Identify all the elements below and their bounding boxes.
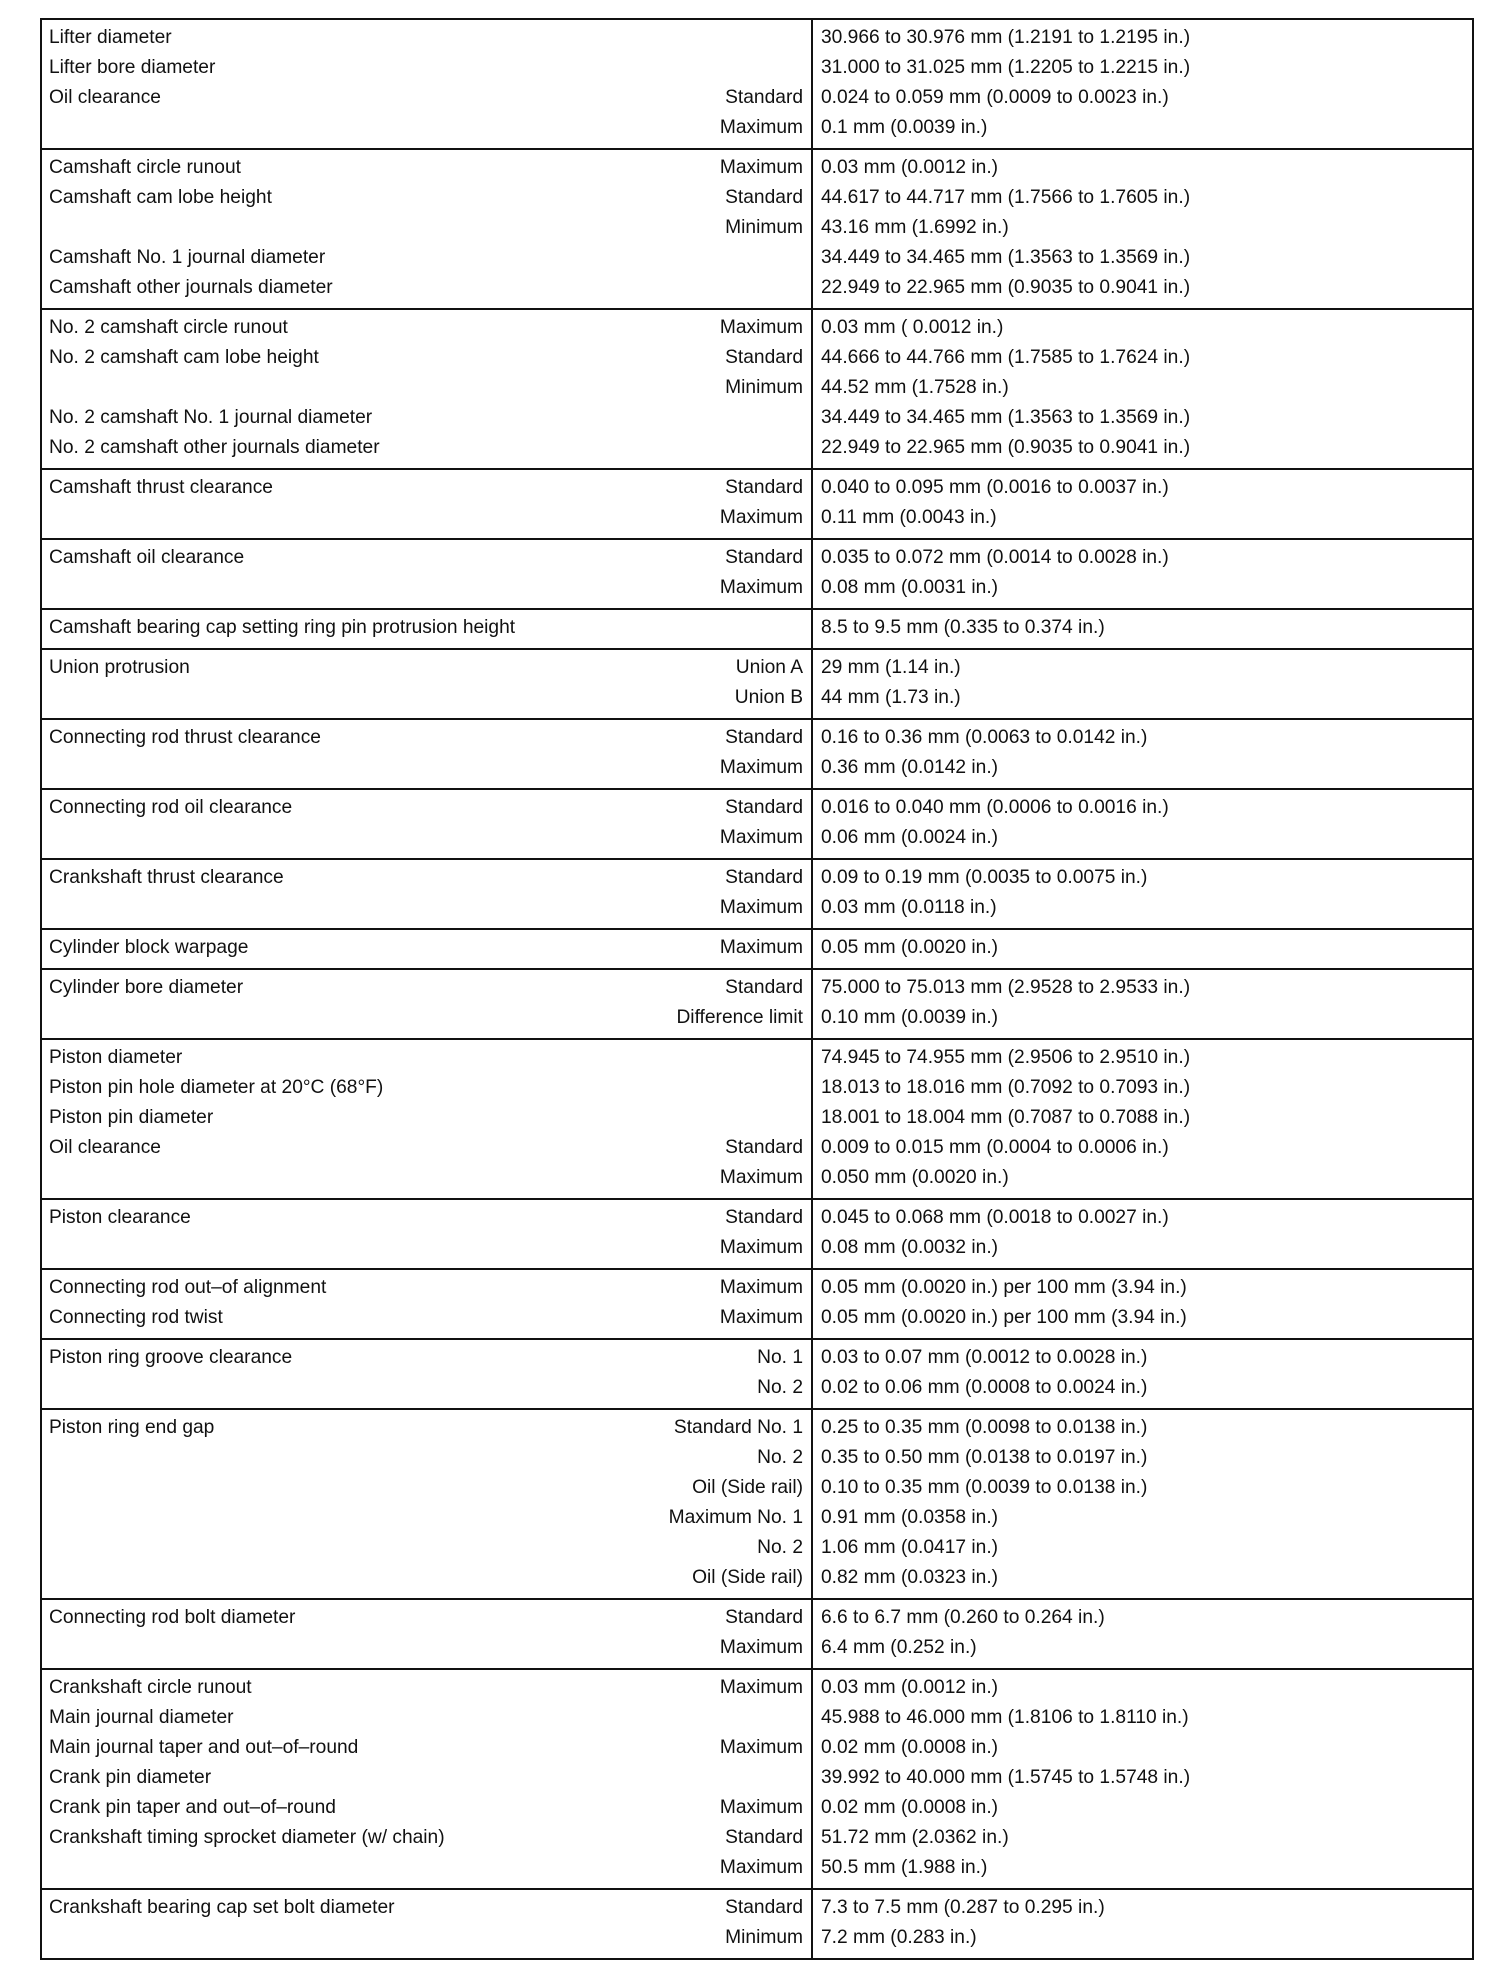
spec-item-label: Piston ring end gap — [49, 1417, 215, 1438]
spec-item-line — [49, 1043, 803, 1073]
spec-group — [42, 788, 1472, 858]
spec-value: 29 mm (1.14 in.) — [821, 657, 961, 678]
spec-item-label: Crank pin diameter — [49, 1767, 212, 1788]
spec-item-label — [49, 1003, 666, 1033]
spec-item-line — [49, 1303, 803, 1333]
spec-item-label: Lifter diameter — [49, 27, 172, 48]
spec-item-label — [49, 1473, 682, 1503]
spec-condition: Maximum — [719, 827, 803, 848]
spec-condition: Standard — [725, 797, 803, 818]
spec-value: 44.52 mm (1.7528 in.) — [821, 377, 1009, 398]
spec-item-column — [42, 1890, 813, 1958]
spec-item-label: Union protrusion — [49, 657, 190, 678]
spec-condition: Standard — [725, 1137, 803, 1158]
spec-condition: Union B — [734, 687, 803, 708]
spec-item-label: Camshaft bearing cap setting ring pin protrusion height — [49, 617, 516, 638]
spec-item-line — [49, 273, 803, 303]
spec-item-label: No. 2 camshaft other journals diameter — [49, 437, 380, 458]
spec-value: 0.03 mm (0.0012 in.) — [821, 157, 999, 178]
spec-item-line — [49, 53, 803, 83]
spec-item-line — [49, 1133, 803, 1163]
spec-value: 0.05 mm (0.0020 in.) — [821, 937, 999, 958]
spec-value: 8.5 to 9.5 mm (0.335 to 0.374 in.) — [821, 617, 1105, 638]
spec-value: 0.03 mm ( 0.0012 in.) — [821, 317, 1004, 338]
spec-condition: Maximum No. 1 — [668, 1507, 803, 1528]
spec-value: 7.2 mm (0.283 in.) — [821, 1927, 977, 1948]
spec-value: 0.050 mm (0.0020 in.) — [821, 1167, 1009, 1188]
spec-item-column — [42, 790, 813, 858]
spec-item-line — [49, 933, 803, 963]
spec-value: 0.08 mm (0.0031 in.) — [821, 577, 999, 598]
spec-condition — [793, 1073, 803, 1103]
spec-item-label — [49, 1563, 682, 1593]
spec-item-column — [42, 470, 813, 538]
spec-value-column — [813, 610, 1472, 648]
spec-item-label: Crank pin taper and out–of–round — [49, 1797, 336, 1818]
spec-condition: Standard — [725, 87, 803, 108]
spec-condition: Difference limit — [676, 1007, 803, 1028]
spec-item-label: No. 2 camshaft cam lobe height — [49, 347, 319, 368]
spec-value: 0.35 to 0.50 mm (0.0138 to 0.0197 in.) — [821, 1447, 1148, 1468]
spec-item-line — [49, 1233, 803, 1263]
spec-group — [42, 538, 1472, 608]
spec-item-line — [49, 1163, 803, 1193]
spec-item-label — [49, 1923, 715, 1953]
spec-value-column — [813, 1340, 1472, 1408]
spec-item-line — [49, 1003, 803, 1033]
spec-item-column — [42, 1200, 813, 1268]
spec-item-line — [49, 1103, 803, 1133]
spec-item-column — [42, 970, 813, 1038]
spec-group — [42, 1668, 1472, 1888]
spec-item-label — [49, 1443, 747, 1473]
spec-value-column — [813, 860, 1472, 928]
spec-value: 0.03 mm (0.0118 in.) — [821, 897, 997, 918]
spec-item-line — [49, 1203, 803, 1233]
spec-item-line — [49, 793, 803, 823]
spec-condition: Standard — [725, 347, 803, 368]
spec-item-label: Camshaft other journals diameter — [49, 277, 333, 298]
spec-item-line — [49, 213, 803, 243]
spec-value: 51.72 mm (2.0362 in.) — [821, 1827, 1009, 1848]
spec-condition — [793, 273, 803, 303]
spec-item-label: Connecting rod out–of alignment — [49, 1277, 327, 1298]
spec-condition — [793, 433, 803, 463]
spec-value: 7.3 to 7.5 mm (0.287 to 0.295 in.) — [821, 1897, 1105, 1918]
spec-condition: Standard — [725, 477, 803, 498]
spec-condition: Maximum — [719, 1237, 803, 1258]
spec-item-line — [49, 1893, 803, 1923]
spec-group — [42, 928, 1472, 968]
spec-item-column — [42, 540, 813, 608]
spec-value: 0.16 to 0.36 mm (0.0063 to 0.0142 in.) — [821, 727, 1148, 748]
spec-condition — [793, 243, 803, 273]
spec-value: 0.1 mm (0.0039 in.) — [821, 117, 988, 138]
spec-value: 0.045 to 0.068 mm (0.0018 to 0.0027 in.) — [821, 1207, 1169, 1228]
spec-condition: Standard — [725, 727, 803, 748]
spec-value-column — [813, 790, 1472, 858]
spec-item-column — [42, 930, 813, 968]
spec-condition: Standard — [725, 1897, 803, 1918]
spec-value: 50.5 mm (1.988 in.) — [821, 1857, 988, 1878]
spec-item-column — [42, 1270, 813, 1338]
spec-condition: Maximum — [719, 1307, 803, 1328]
spec-item-line — [49, 573, 803, 603]
spec-value-column — [813, 930, 1472, 968]
spec-item-line — [49, 1413, 803, 1443]
spec-condition: Maximum — [719, 1797, 803, 1818]
spec-value: 44.617 to 44.717 mm (1.7566 to 1.7605 in.) — [821, 187, 1191, 208]
spec-condition: Standard No. 1 — [673, 1417, 803, 1438]
spec-condition: Standard — [725, 1827, 803, 1848]
spec-item-label: Piston clearance — [49, 1207, 191, 1228]
spec-value: 0.009 to 0.015 mm (0.0004 to 0.0006 in.) — [821, 1137, 1169, 1158]
spec-item-line — [49, 1703, 803, 1733]
spec-item-column — [42, 20, 813, 148]
spec-item-label — [49, 753, 710, 783]
spec-condition: No. 1 — [757, 1347, 803, 1368]
spec-item-line — [49, 543, 803, 573]
spec-condition — [793, 613, 803, 643]
spec-condition — [793, 1043, 803, 1073]
spec-item-label: Connecting rod twist — [49, 1307, 223, 1328]
spec-item-label — [49, 1533, 747, 1563]
spec-item-label — [49, 373, 715, 403]
spec-item-line — [49, 893, 803, 923]
spec-condition: No. 2 — [757, 1447, 803, 1468]
spec-group — [42, 1338, 1472, 1408]
spec-group — [42, 968, 1472, 1038]
spec-value: 0.02 mm (0.0008 in.) — [821, 1797, 999, 1818]
spec-item-line — [49, 1673, 803, 1703]
spec-value: 39.992 to 40.000 mm (1.5745 to 1.5748 in.) — [821, 1767, 1191, 1788]
spec-item-label: Piston pin hole diameter at 20°C (68°F) — [49, 1077, 384, 1098]
spec-value: 0.10 mm (0.0039 in.) — [821, 1007, 999, 1028]
spec-value: 0.03 to 0.07 mm (0.0012 to 0.0028 in.) — [821, 1347, 1148, 1368]
spec-item-column — [42, 1040, 813, 1198]
spec-item-line — [49, 183, 803, 213]
spec-item-line — [49, 1823, 803, 1853]
spec-item-line — [49, 313, 803, 343]
spec-value: 0.02 to 0.06 mm (0.0008 to 0.0024 in.) — [821, 1377, 1148, 1398]
spec-value: 0.91 mm (0.0358 in.) — [821, 1507, 999, 1528]
spec-item-column — [42, 1670, 813, 1888]
spec-condition: Maximum — [719, 1277, 803, 1298]
spec-item-label — [49, 573, 710, 603]
spec-condition: Standard — [725, 867, 803, 888]
spec-value: 0.024 to 0.059 mm (0.0009 to 0.0023 in.) — [821, 87, 1169, 108]
spec-item-label: Cylinder bore diameter — [49, 977, 244, 998]
spec-item-line — [49, 973, 803, 1003]
spec-item-line — [49, 753, 803, 783]
spec-item-column — [42, 720, 813, 788]
spec-item-label — [49, 1503, 659, 1533]
spec-value: 0.03 mm (0.0012 in.) — [821, 1677, 999, 1698]
spec-value: 22.949 to 22.965 mm (0.9035 to 0.9041 in.) — [821, 437, 1191, 458]
spec-group — [42, 148, 1472, 308]
spec-value: 34.449 to 34.465 mm (1.3563 to 1.3569 in.) — [821, 247, 1191, 268]
spec-item-label: No. 2 camshaft circle runout — [49, 317, 288, 338]
spec-value: 0.016 to 0.040 mm (0.0006 to 0.0016 in.) — [821, 797, 1169, 818]
spec-item-line — [49, 1343, 803, 1373]
spec-item-line — [49, 113, 803, 143]
spec-item-label — [49, 893, 710, 923]
spec-value: 31.000 to 31.025 mm (1.2205 to 1.2215 in.) — [821, 57, 1191, 78]
spec-item-line — [49, 1503, 803, 1533]
spec-item-line — [49, 1793, 803, 1823]
spec-condition: Maximum — [719, 117, 803, 138]
spec-item-line — [49, 343, 803, 373]
spec-item-line — [49, 1443, 803, 1473]
spec-condition: Maximum — [719, 937, 803, 958]
spec-item-label: Connecting rod thrust clearance — [49, 727, 321, 748]
spec-condition: Oil (Side rail) — [692, 1477, 803, 1498]
spec-value-column — [813, 1200, 1472, 1268]
spec-group — [42, 468, 1472, 538]
spec-item-label — [49, 823, 710, 853]
spec-condition: Maximum — [719, 1737, 803, 1758]
spec-condition: Maximum — [719, 577, 803, 598]
spec-item-label: Connecting rod bolt diameter — [49, 1607, 296, 1628]
spec-condition: Maximum — [719, 1857, 803, 1878]
spec-value: 34.449 to 34.465 mm (1.3563 to 1.3569 in.) — [821, 407, 1191, 428]
spec-value: 0.25 to 0.35 mm (0.0098 to 0.0138 in.) — [821, 1417, 1148, 1438]
spec-value: 0.05 mm (0.0020 in.) per 100 mm (3.94 in.) — [821, 1277, 1187, 1298]
spec-value-column — [813, 470, 1472, 538]
spec-item-line — [49, 683, 803, 713]
spec-item-label — [49, 683, 725, 713]
spec-value-column — [813, 310, 1472, 468]
spec-value: 30.966 to 30.976 mm (1.2191 to 1.2195 in.) — [821, 27, 1191, 48]
spec-item-label: Camshaft oil clearance — [49, 547, 245, 568]
spec-item-column — [42, 310, 813, 468]
spec-item-label: Main journal taper and out–of–round — [49, 1737, 359, 1758]
spec-value: 75.000 to 75.013 mm (2.9528 to 2.9533 in.) — [821, 977, 1191, 998]
spec-condition: Maximum — [719, 1677, 803, 1698]
spec-value-column — [813, 1670, 1472, 1888]
spec-item-label — [49, 1633, 710, 1663]
spec-condition: Minimum — [725, 1927, 803, 1948]
spec-table — [40, 18, 1474, 1960]
spec-value: 44.666 to 44.766 mm (1.7585 to 1.7624 in.) — [821, 347, 1191, 368]
spec-value: 0.09 to 0.19 mm (0.0035 to 0.0075 in.) — [821, 867, 1148, 888]
spec-condition: Maximum — [719, 157, 803, 178]
spec-condition: Maximum — [719, 317, 803, 338]
spec-value-column — [813, 1270, 1472, 1338]
spec-item-label — [49, 1163, 710, 1193]
spec-condition: No. 2 — [757, 1537, 803, 1558]
spec-item-line — [49, 473, 803, 503]
spec-condition: Standard — [725, 1207, 803, 1228]
spec-group — [42, 718, 1472, 788]
spec-condition: Minimum — [725, 377, 803, 398]
spec-item-line — [49, 83, 803, 113]
spec-value-column — [813, 20, 1472, 148]
spec-value-column — [813, 150, 1472, 308]
spec-condition: Maximum — [719, 1167, 803, 1188]
spec-item-label: Piston diameter — [49, 1047, 183, 1068]
spec-value: 1.06 mm (0.0417 in.) — [821, 1537, 999, 1558]
spec-item-line — [49, 403, 803, 433]
spec-value: 0.11 mm (0.0043 in.) — [821, 507, 997, 528]
spec-item-label: Camshaft circle runout — [49, 157, 241, 178]
spec-item-column — [42, 1410, 813, 1598]
spec-item-column — [42, 1600, 813, 1668]
spec-condition: Maximum — [719, 507, 803, 528]
spec-value: 45.988 to 46.000 mm (1.8106 to 1.8110 in.) — [821, 1707, 1189, 1728]
spec-value-column — [813, 1890, 1472, 1958]
spec-value: 0.08 mm (0.0032 in.) — [821, 1237, 999, 1258]
spec-item-label: Crankshaft bearing cap set bolt diameter — [49, 1897, 395, 1918]
spec-value-column — [813, 970, 1472, 1038]
spec-item-line — [49, 1853, 803, 1883]
spec-condition: No. 2 — [757, 1377, 803, 1398]
spec-condition: Minimum — [725, 217, 803, 238]
spec-item-line — [49, 503, 803, 533]
spec-condition — [793, 1763, 803, 1793]
spec-condition: Maximum — [719, 757, 803, 778]
spec-value: 0.36 mm (0.0142 in.) — [821, 757, 999, 778]
spec-item-label — [49, 1853, 710, 1883]
spec-condition: Maximum — [719, 897, 803, 918]
spec-group — [42, 1038, 1472, 1198]
spec-item-label: No. 2 camshaft No. 1 journal diameter — [49, 407, 373, 428]
spec-condition — [793, 1103, 803, 1133]
spec-item-line — [49, 433, 803, 463]
spec-item-line — [49, 1273, 803, 1303]
spec-value-column — [813, 1040, 1472, 1198]
spec-value: 74.945 to 74.955 mm (2.9506 to 2.9510 in.) — [821, 1047, 1191, 1068]
spec-item-line — [49, 1473, 803, 1503]
spec-value: 0.02 mm (0.0008 in.) — [821, 1737, 999, 1758]
spec-group — [42, 1268, 1472, 1338]
spec-value: 22.949 to 22.965 mm (0.9035 to 0.9041 in.) — [821, 277, 1191, 298]
spec-value: 18.001 to 18.004 mm (0.7087 to 0.7088 in.) — [821, 1107, 1191, 1128]
spec-item-line — [49, 1563, 803, 1593]
spec-item-column — [42, 860, 813, 928]
spec-item-line — [49, 1373, 803, 1403]
spec-item-label — [49, 503, 710, 533]
spec-item-line — [49, 1923, 803, 1953]
spec-item-column — [42, 610, 813, 648]
spec-item-label: Crankshaft timing sprocket diameter (w/ chain) — [49, 1827, 445, 1848]
spec-value: 0.82 mm (0.0323 in.) — [821, 1567, 999, 1588]
spec-group — [42, 858, 1472, 928]
spec-item-line — [49, 1733, 803, 1763]
spec-value: 0.06 mm (0.0024 in.) — [821, 827, 999, 848]
spec-item-label — [49, 1233, 710, 1263]
spec-value: 43.16 mm (1.6992 in.) — [821, 217, 1009, 238]
spec-item-line — [49, 243, 803, 273]
spec-condition — [793, 53, 803, 83]
spec-item-column — [42, 650, 813, 718]
spec-item-line — [49, 613, 803, 643]
spec-item-label: Camshaft No. 1 journal diameter — [49, 247, 326, 268]
spec-item-line — [49, 153, 803, 183]
spec-item-label: Crankshaft thrust clearance — [49, 867, 284, 888]
spec-item-label: Camshaft cam lobe height — [49, 187, 272, 208]
spec-value: 0.040 to 0.095 mm (0.0016 to 0.0037 in.) — [821, 477, 1169, 498]
spec-item-line — [49, 373, 803, 403]
spec-item-line — [49, 1763, 803, 1793]
spec-group — [42, 1598, 1472, 1668]
spec-item-column — [42, 150, 813, 308]
spec-item-line — [49, 823, 803, 853]
spec-item-label — [49, 213, 715, 243]
spec-value-column — [813, 1410, 1472, 1598]
spec-item-line — [49, 23, 803, 53]
spec-item-label: Camshaft thrust clearance — [49, 477, 273, 498]
spec-group — [42, 608, 1472, 648]
spec-item-label: Lifter bore diameter — [49, 57, 216, 78]
spec-group — [42, 648, 1472, 718]
spec-value: 6.4 mm (0.252 in.) — [821, 1637, 977, 1658]
spec-condition: Union A — [735, 657, 803, 678]
spec-group — [42, 308, 1472, 468]
spec-item-label: Piston pin diameter — [49, 1107, 214, 1128]
spec-value: 18.013 to 18.016 mm (0.7092 to 0.7093 in.) — [821, 1077, 1191, 1098]
spec-value: 6.6 to 6.7 mm (0.260 to 0.264 in.) — [821, 1607, 1105, 1628]
spec-item-label: Cylinder block warpage — [49, 937, 249, 958]
spec-value: 44 mm (1.73 in.) — [821, 687, 961, 708]
spec-value-column — [813, 1600, 1472, 1668]
spec-value: 0.05 mm (0.0020 in.) per 100 mm (3.94 in.) — [821, 1307, 1187, 1328]
spec-item-line — [49, 1533, 803, 1563]
spec-condition — [793, 1703, 803, 1733]
spec-value-column — [813, 650, 1472, 718]
spec-item-label — [49, 1373, 747, 1403]
spec-item-label: Crankshaft circle runout — [49, 1677, 252, 1698]
spec-condition: Oil (Side rail) — [692, 1567, 803, 1588]
spec-item-column — [42, 1340, 813, 1408]
spec-item-label — [49, 113, 710, 143]
spec-group — [42, 1198, 1472, 1268]
spec-condition: Standard — [725, 187, 803, 208]
spec-condition: Standard — [725, 977, 803, 998]
spec-condition — [793, 403, 803, 433]
spec-value: 0.035 to 0.072 mm (0.0014 to 0.0028 in.) — [821, 547, 1169, 568]
spec-group — [42, 1888, 1472, 1958]
spec-item-line — [49, 1073, 803, 1103]
spec-condition — [793, 23, 803, 53]
spec-condition: Standard — [725, 1607, 803, 1628]
spec-item-label: Oil clearance — [49, 1137, 161, 1158]
spec-item-label: Connecting rod oil clearance — [49, 797, 293, 818]
spec-item-label: Main journal diameter — [49, 1707, 234, 1728]
spec-item-line — [49, 653, 803, 683]
spec-value-column — [813, 540, 1472, 608]
spec-condition: Maximum — [719, 1637, 803, 1658]
spec-item-label: Oil clearance — [49, 87, 161, 108]
spec-item-label: Piston ring groove clearance — [49, 1347, 293, 1368]
spec-item-line — [49, 723, 803, 753]
spec-value: 0.10 to 0.35 mm (0.0039 to 0.0138 in.) — [821, 1477, 1148, 1498]
spec-value-column — [813, 720, 1472, 788]
spec-item-line — [49, 863, 803, 893]
spec-group — [42, 20, 1472, 148]
spec-condition: Standard — [725, 547, 803, 568]
spec-group — [42, 1408, 1472, 1598]
spec-item-line — [49, 1633, 803, 1663]
spec-item-line — [49, 1603, 803, 1633]
